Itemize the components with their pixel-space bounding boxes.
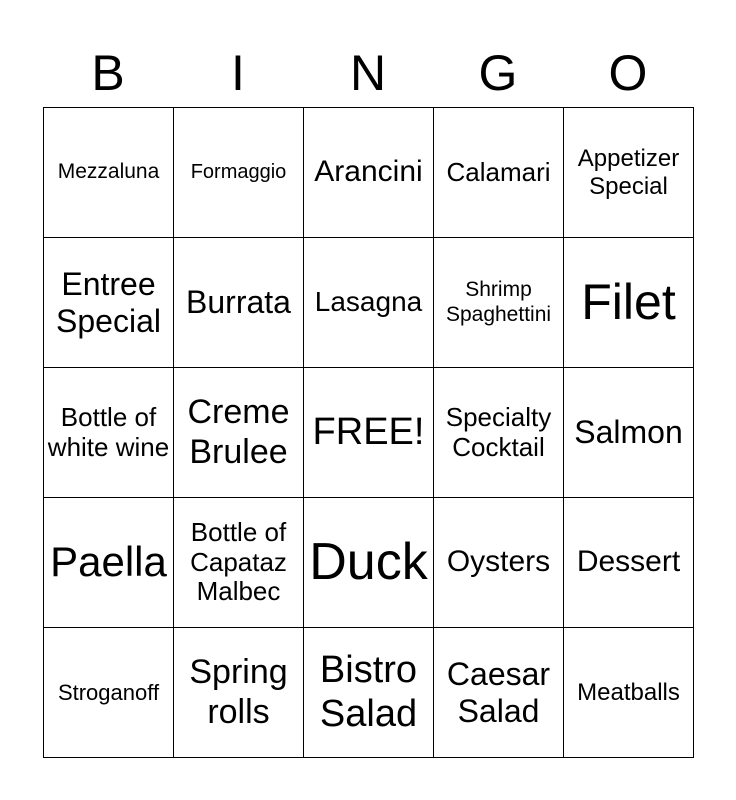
bingo-cell[interactable]: Dessert <box>564 498 694 628</box>
bingo-cell[interactable]: Creme Brulee <box>174 368 304 498</box>
header-letter-n: N <box>349 45 387 101</box>
bingo-cell[interactable]: Bottle of Capataz Malbec <box>174 498 304 628</box>
bingo-cell free-space[interactable]: FREE! <box>304 368 434 498</box>
bingo-cell[interactable]: Burrata <box>174 238 304 368</box>
bingo-cell[interactable]: Duck <box>304 498 434 628</box>
bingo-cell[interactable]: Lasagna <box>304 238 434 368</box>
bingo-cell[interactable]: Paella <box>44 498 174 628</box>
bingo-cell[interactable]: Meatballs <box>564 628 694 758</box>
bingo-board <box>43 107 694 758</box>
bingo-cell[interactable]: Bistro Salad <box>304 628 434 758</box>
bingo-cell[interactable]: Spring rolls <box>174 628 304 758</box>
header-letter-i: I <box>231 45 245 101</box>
bingo-cell[interactable]: Stroganoff <box>44 628 174 758</box>
bingo-header <box>43 40 693 106</box>
bingo-cell[interactable]: Filet <box>564 238 694 368</box>
bingo-cell[interactable]: Entree Special <box>44 238 174 368</box>
bingo-cell[interactable]: Shrimp Spaghettini <box>434 238 564 368</box>
bingo-cell[interactable]: Specialty Cocktail <box>434 368 564 498</box>
bingo-cell[interactable]: Formaggio <box>174 108 304 238</box>
bingo-cell[interactable]: Arancini <box>304 108 434 238</box>
header-letter-b: B <box>91 45 125 101</box>
header-letter-g: G <box>478 45 518 101</box>
bingo-cell[interactable]: Mezzaluna <box>44 108 174 238</box>
bingo-cell[interactable]: Oysters <box>434 498 564 628</box>
bingo-cell[interactable]: Appetizer Special <box>564 108 694 238</box>
header-letter-o: O <box>608 45 648 101</box>
bingo-cell[interactable]: Salmon <box>564 368 694 498</box>
bingo-cell[interactable]: Bottle of white wine <box>44 368 174 498</box>
bingo-cell[interactable]: Calamari <box>434 108 564 238</box>
bingo-cell[interactable]: Caesar Salad <box>434 628 564 758</box>
